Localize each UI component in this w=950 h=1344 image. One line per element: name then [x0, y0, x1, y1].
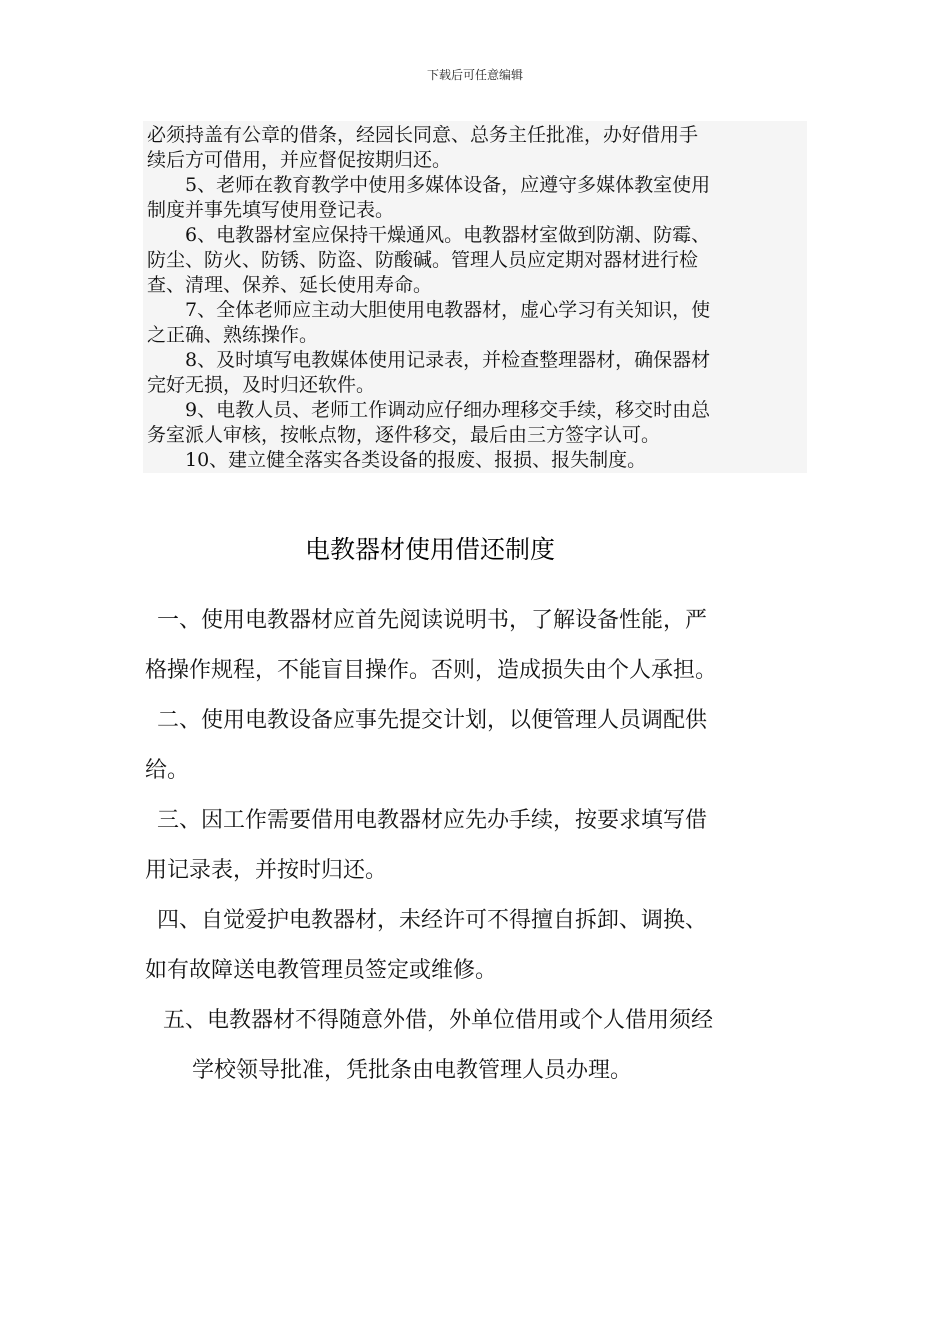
rule-line: 学校领导批准，凭批条由电教管理人员办理。 [192, 1058, 633, 1083]
continued-rule-line: 查、清理、保养、延长使用寿命。 [147, 274, 433, 296]
continued-rule-line: 必须持盖有公章的借条，经园长同意、总务主任批准，办好借用手 [147, 124, 699, 146]
continued-rule-line: 7、全体老师应主动大胆使用电教器材，虚心学习有关知识，使 [147, 299, 711, 321]
continued-rule-line: 9、电教人员、老师工作调动应仔细办理移交手续，移交时由总 [147, 399, 711, 421]
rule-line: 四、自觉爱护电教器材，未经许可不得擅自拆卸、调换、 [157, 908, 708, 933]
continued-rule-line: 8、及时填写电教媒体使用记录表，并检查整理器材，确保器材 [147, 349, 711, 371]
rule-line: 一、使用电教器材应首先阅读说明书，了解设备性能，严 [157, 608, 708, 633]
continued-rule-line: 6、电教器材室应保持干燥通风。电教器材室做到防潮、防霉、 [147, 224, 711, 246]
continued-rule-line: 制度并事先填写使用登记表。 [147, 199, 395, 221]
rule-line: 五、电教器材不得随意外借，外单位借用或个人借用须经 [163, 1008, 714, 1033]
continued-rule-line: 之正确、熟练操作。 [147, 324, 319, 346]
continued-rule-line: 5、老师在教育教学中使用多媒体设备，应遵守多媒体教室使用 [147, 174, 711, 196]
rule-line: 二、使用电教设备应事先提交计划，以便管理人员调配供 [157, 708, 708, 733]
rule-line: 格操作规程，不能盲目操作。否则，造成损失由个人承担。 [145, 658, 718, 683]
rule-line: 用记录表，并按时归还。 [145, 858, 388, 883]
rule-line: 三、因工作需要借用电教器材应先办手续，按要求填写借 [157, 808, 708, 833]
continued-rule-line: 务室派人审核，按帐点物，逐件移交，最后由三方签字认可。 [147, 424, 661, 446]
section-title: 电教器材使用借还制度 [304, 535, 555, 564]
page-header: 下载后可任意编辑 [426, 68, 523, 82]
rule-line: 给。 [145, 758, 190, 783]
continued-rule-line: 10、建立健全落实各类设备的报废、报损、报失制度。 [147, 449, 647, 471]
rule-line: 如有故障送电教管理员签定或维修。 [145, 958, 498, 983]
continued-rule-line: 防尘、防火、防锈、防盗、防酸碱。管理人员应定期对器材进行检 [147, 249, 699, 271]
continued-rule-line: 完好无损，及时归还软件。 [147, 374, 376, 396]
continued-rule-line: 续后方可借用，并应督促按期归还。 [147, 149, 452, 171]
